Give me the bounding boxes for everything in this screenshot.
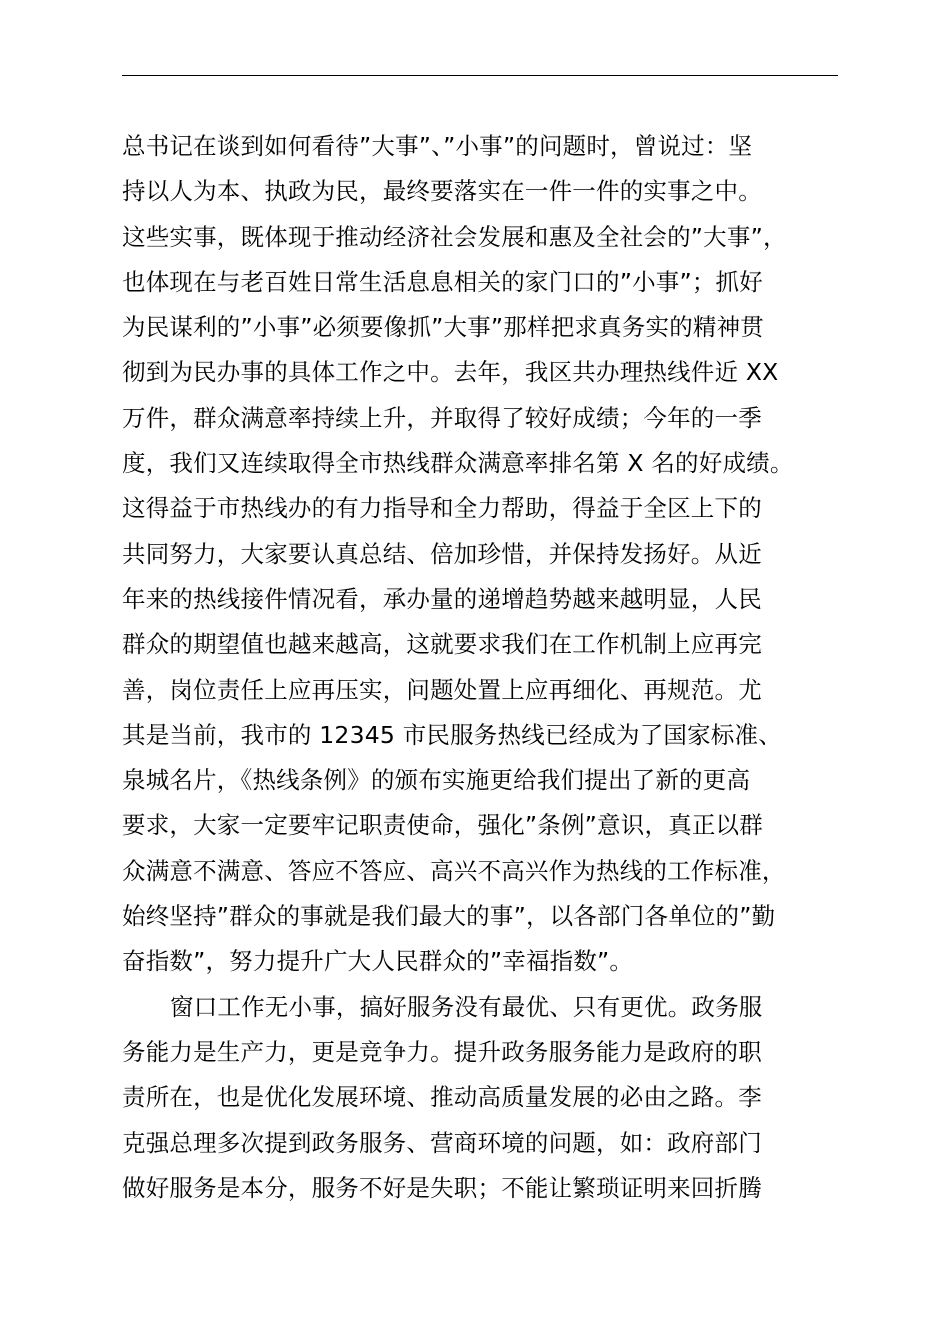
text-line: 这得益于市热线办的有力指导和全力帮助，得益于全区上下的 bbox=[122, 494, 762, 523]
text-line: 年来的热线接件情况看，承办量的递增趋势越来越明显，人民 bbox=[122, 584, 762, 613]
text-line: 众满意不满意、答应不答应、高兴不高兴作为热线的工作标准， bbox=[122, 856, 786, 885]
text-line: 窗口工作无小事，搞好服务没有最优、只有更优。政务服 bbox=[170, 992, 763, 1021]
text-line: 责所在，也是优化发展环境、推动高质量发展的必由之路。李 bbox=[122, 1083, 762, 1112]
text-line: 务能力是生产力，更是竞争力。提升政务服务能力是政府的职 bbox=[122, 1037, 762, 1066]
text-line: 共同努力，大家要认真总结、倍加珍惜，并保持发扬好。从近 bbox=[122, 539, 762, 568]
header-rule bbox=[122, 75, 838, 76]
text-line: 万件，群众满意率持续上升，并取得了较好成绩；今年的一季 bbox=[122, 403, 762, 432]
text-line: 也体现在与老百姓日常生活息息相关的家门口的”小事”；抓好 bbox=[122, 267, 763, 296]
text-line: 泉城名片，《热线条例》的颁布实施更给我们提出了新的更高 bbox=[122, 766, 751, 795]
text-line: 奋指数”，努力提升广大人民群众的”幸福指数”。 bbox=[122, 947, 634, 976]
text-line: 始终坚持”群众的事就是我们最大的事”，以各部门各单位的”勤 bbox=[122, 902, 776, 931]
text-line: 其是当前，我市的 12345 市民服务热线已经成为了国家标准、 bbox=[122, 720, 782, 749]
text-line: 度，我们又连续取得全市热线群众满意率排名第 X 名的好成绩。 bbox=[122, 449, 794, 478]
document-body bbox=[122, 124, 862, 1211]
paragraph-2 bbox=[122, 985, 862, 1211]
text-line: 持以人为本、执政为民，最终要落实在一件一件的实事之中。 bbox=[122, 177, 762, 206]
text-line: 做好服务是本分，服务不好是失职；不能让繁琐证明来回折腾 bbox=[122, 1173, 762, 1202]
text-line: 为民谋利的”小事”必须要像抓”大事”那样把求真务实的精神贯 bbox=[122, 313, 764, 342]
paragraph-1 bbox=[122, 124, 862, 985]
text-line: 总书记在谈到如何看待”大事”、”小事”的问题时，曾说过：坚 bbox=[122, 132, 753, 160]
text-line: 彻到为民办事的具体工作之中。去年，我区共办理热线件近 XX bbox=[122, 358, 779, 387]
text-line: 善，岗位责任上应再压实，问题处置上应再细化、再规范。尤 bbox=[122, 675, 762, 704]
text-line: 克强总理多次提到政务服务、营商环境的问题，如：政府部门 bbox=[122, 1128, 762, 1157]
text-line: 要求，大家一定要牢记职责使命，强化”条例”意识，真正以群 bbox=[122, 811, 763, 840]
text-line: 这些实事，既体现于推动经济社会发展和惠及全社会的”大事”， bbox=[122, 222, 787, 251]
text-line: 群众的期望值也越来越高，这就要求我们在工作机制上应再完 bbox=[122, 630, 762, 659]
